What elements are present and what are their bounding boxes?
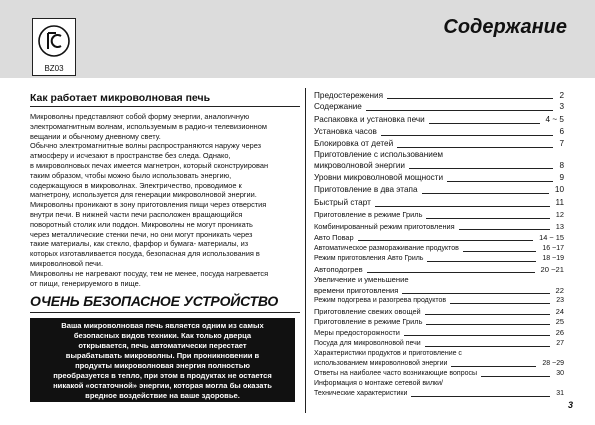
- toc-entry: [314, 243, 564, 254]
- toc-entry-title: Автоподогрев: [314, 265, 363, 274]
- toc-entry: [314, 196, 564, 209]
- toc-entry-title: Приготовление в два этапа: [314, 185, 418, 194]
- toc-leader-line: [411, 396, 550, 397]
- toc-entry: [314, 306, 564, 317]
- toc-entry-title: Режим подогрева и разогрева продуктов: [314, 297, 447, 304]
- table-of-contents: [314, 91, 564, 399]
- body-text-line: Обычно электромагнитные волны распространяются наружу через: [30, 141, 262, 151]
- toc-page-number: 23: [556, 297, 564, 304]
- notice-text-line: продукты микроволновая энергия полностью: [75, 361, 250, 370]
- toc-leader-line: [459, 229, 550, 230]
- toc-entry-title: Характеристики продуктов и приготовление с: [314, 350, 462, 357]
- notice-text-line: безопасных видов техники. Как только дверца: [73, 331, 252, 340]
- toc-entry: [314, 209, 564, 221]
- toc-entry: [314, 150, 564, 171]
- toc-entry-title: Посуда для микроволновой печи: [314, 340, 421, 347]
- toc-leader-line: [425, 314, 550, 315]
- toc-entry-title: Приготовление с использованием: [314, 150, 444, 159]
- toc-entry: [314, 369, 564, 379]
- toc-leader-line: [426, 324, 549, 325]
- toc-page-number: 13: [555, 222, 564, 231]
- body-text-line: поворотный столик или поддон. Микроволны не могут проникать: [30, 219, 253, 229]
- toc-page-number: 10: [554, 185, 564, 194]
- toc-leader-line: [426, 218, 549, 219]
- toc-entry-title: Комбинированный режим приготовления: [314, 222, 455, 231]
- toc-entry: [314, 327, 564, 338]
- toc-page-number: 18 ~19: [542, 255, 564, 262]
- toc-entry-title: Автоматическое размораживание продуктов: [314, 245, 459, 252]
- notice-text-line: Ваша микроволновая печь является одним из самых: [61, 321, 264, 330]
- toc-entry-title: Уровни микроволновой мощности: [314, 173, 444, 182]
- toc-entry: [314, 379, 564, 399]
- toc-leader-line: [451, 366, 536, 367]
- toc-leader-line: [429, 123, 540, 124]
- toc-entry-title: Блокировка от детей: [314, 139, 394, 148]
- body-text-line: такие материалы, как стекло, фарфор и бумага- материалы, из: [30, 239, 249, 249]
- toc-page-number: 3: [559, 102, 564, 111]
- toc-leader-line: [387, 98, 553, 99]
- toc-entry: [314, 221, 564, 232]
- toc-entry: [314, 338, 564, 349]
- page-title: Содержание: [443, 16, 567, 38]
- column-divider: [305, 88, 306, 413]
- toc-leader-line: [427, 261, 536, 262]
- toc-page-number: 11: [555, 198, 564, 207]
- toc-page-number: 31: [556, 390, 564, 397]
- toc-entry-title: Режим приготовления Авто Гриль: [314, 255, 424, 262]
- toc-page-number: 30: [556, 370, 564, 377]
- toc-entry: [314, 232, 564, 243]
- toc-page-number: 6: [559, 127, 564, 136]
- toc-entry: [314, 254, 564, 264]
- toc-leader-line: [381, 135, 554, 136]
- toc-entry: [314, 275, 564, 296]
- body-text-line: атмосферу и исчезают в пространстве без следа. Однако,: [30, 151, 231, 161]
- toc-entry-title: Ответы на наиболее часто возникающие вопросы: [314, 370, 478, 377]
- page-number: 3: [567, 400, 573, 410]
- toc-entry: [314, 138, 564, 150]
- body-text-line: внутри печи. В нижней части печи расположен вращающийся: [30, 209, 243, 219]
- toc-entry-title: Приготовление в режиме Гриль: [314, 210, 423, 219]
- toc-page-number: 16 ~17: [542, 245, 564, 252]
- toc-entry-title: использованием микроволновой энергии: [314, 360, 448, 367]
- toc-entry: [314, 91, 564, 101]
- toc-entry-title: Предостережения: [314, 91, 384, 100]
- toc-entry: [314, 184, 564, 196]
- toc-entry: [314, 171, 564, 184]
- toc-page-number: 12: [555, 210, 564, 219]
- toc-page-number: 22: [555, 285, 564, 295]
- toc-page-number: 4 ~ 5: [545, 115, 564, 124]
- body-text-line: в микроволновых печах имеется магнетрон, который сконструирован: [30, 160, 269, 170]
- toc-leader-line: [450, 303, 550, 304]
- toc-leader-line: [404, 335, 550, 336]
- toc-page-number: 26: [555, 328, 564, 337]
- toc-page-number: 2: [559, 91, 564, 100]
- toc-entry-title: Технические характеристики: [314, 390, 408, 397]
- toc-page-number: 20 ~21: [540, 265, 564, 274]
- header-band: [0, 0, 595, 78]
- certification-mark: [32, 18, 76, 76]
- section-divider: [30, 106, 300, 107]
- toc-page-number: 28 ~29: [542, 360, 564, 367]
- body-text-line: от пищи, генерируемого в пище.: [30, 278, 141, 288]
- body-text-line: Микроволны представляют собой форму энергии, аналогичную: [30, 112, 250, 121]
- gost-logo-icon: [36, 22, 72, 62]
- toc-entry-title: Распаковка и установка печи: [314, 115, 425, 124]
- toc-leader-line: [425, 346, 550, 347]
- toc-entry: [314, 101, 564, 113]
- toc-leader-line: [366, 110, 554, 111]
- body-text-line: которых изготавливается посуда, безопасная для использования в: [30, 249, 260, 259]
- notice-text-line: открывается, печь автоматически перестает: [78, 341, 247, 350]
- toc-entry: [314, 126, 564, 138]
- toc-leader-line: [422, 193, 549, 194]
- toc-entry: [314, 349, 564, 369]
- safety-notice-box: [30, 318, 295, 402]
- toc-page-number: 8: [559, 160, 564, 170]
- body-text-line: Микроволны не нагревают посуду, тем не менее, посуда нагревается: [30, 268, 269, 278]
- toc-page-number: 9: [559, 173, 564, 182]
- toc-entry: [314, 264, 564, 275]
- notice-text-line: никакой «остаточной» энергии, которая могла бы оказать: [53, 381, 272, 390]
- toc-leader-line: [402, 293, 549, 294]
- body-text-line: вещании и обычному дневному свету.: [30, 131, 161, 141]
- body-text-line: микроволновой печи.: [30, 258, 103, 268]
- notice-text-line: вырабатывать микроволны. При проникновении в: [65, 351, 260, 360]
- toc-leader-line: [358, 240, 533, 241]
- toc-entry-title: Авто Повар: [314, 233, 354, 242]
- notice-text-line: преобразуется в тепло, при этом в продуктах не остается: [53, 371, 272, 380]
- toc-leader-line: [409, 168, 553, 169]
- toc-page-number: 7: [559, 139, 564, 148]
- body-text-line: Микроволны проникают в зону приготовления пищи через отверстия: [30, 200, 267, 210]
- section-heading-how-it-works: Как работает микроволновая печь: [30, 92, 211, 104]
- body-text-line: электромагнитным волнам, используемым в радио-и телевизионном: [30, 121, 267, 131]
- toc-leader-line: [375, 206, 550, 207]
- toc-entry: [314, 113, 564, 126]
- how-it-works-text: [30, 112, 302, 288]
- toc-entry-title: Приготовление в режиме Гриль: [314, 317, 423, 326]
- certification-code: BZ03: [44, 64, 64, 73]
- body-text-line: магнетрону, используется для генерации микроволновой энергии.: [30, 190, 257, 200]
- toc-leader-line: [367, 272, 535, 273]
- body-text-line: содержащуюся в микроволнах. Электричество, проводимое к: [30, 180, 242, 190]
- section-divider: [30, 312, 300, 313]
- toc-entry: [314, 317, 564, 327]
- toc-entry-title: Установка часов: [314, 127, 377, 136]
- toc-page-number: 14 ~ 15: [539, 233, 564, 242]
- toc-leader-line: [447, 181, 553, 182]
- toc-entry-title: Приготовление свежих овощей: [314, 307, 421, 316]
- toc-page-number: 25: [555, 317, 564, 326]
- toc-leader-line: [397, 147, 553, 148]
- toc-entry-title: Содержание: [314, 102, 362, 111]
- body-text-line: таким образом, чтобы можно было использовать энергию,: [30, 170, 232, 180]
- toc-leader-line: [463, 251, 537, 252]
- toc-entry-title: Увеличение и уменьшение: [314, 275, 409, 284]
- toc-leader-line: [481, 376, 550, 377]
- toc-entry-title: времени приготовления: [314, 285, 399, 295]
- body-text-line: через металлические стенки печи, но они могут проникать через: [30, 229, 253, 239]
- toc-entry-title: Быстрый старт: [314, 198, 371, 207]
- toc-entry: [314, 296, 564, 306]
- toc-page-number: 27: [556, 340, 564, 347]
- section-heading-safety: ОЧЕНЬ БЕЗОПАСНОЕ УСТРОЙСТВО: [30, 293, 279, 309]
- notice-text-line: вредное воздействие на ваше здоровье.: [85, 391, 240, 400]
- toc-entry-title: микроволновой энергии: [314, 160, 405, 170]
- toc-page-number: 24: [555, 307, 564, 316]
- toc-entry-title: Меры предосторожности: [314, 328, 400, 337]
- toc-entry-title: Информация о монтаже сетевой вилки/: [314, 380, 443, 387]
